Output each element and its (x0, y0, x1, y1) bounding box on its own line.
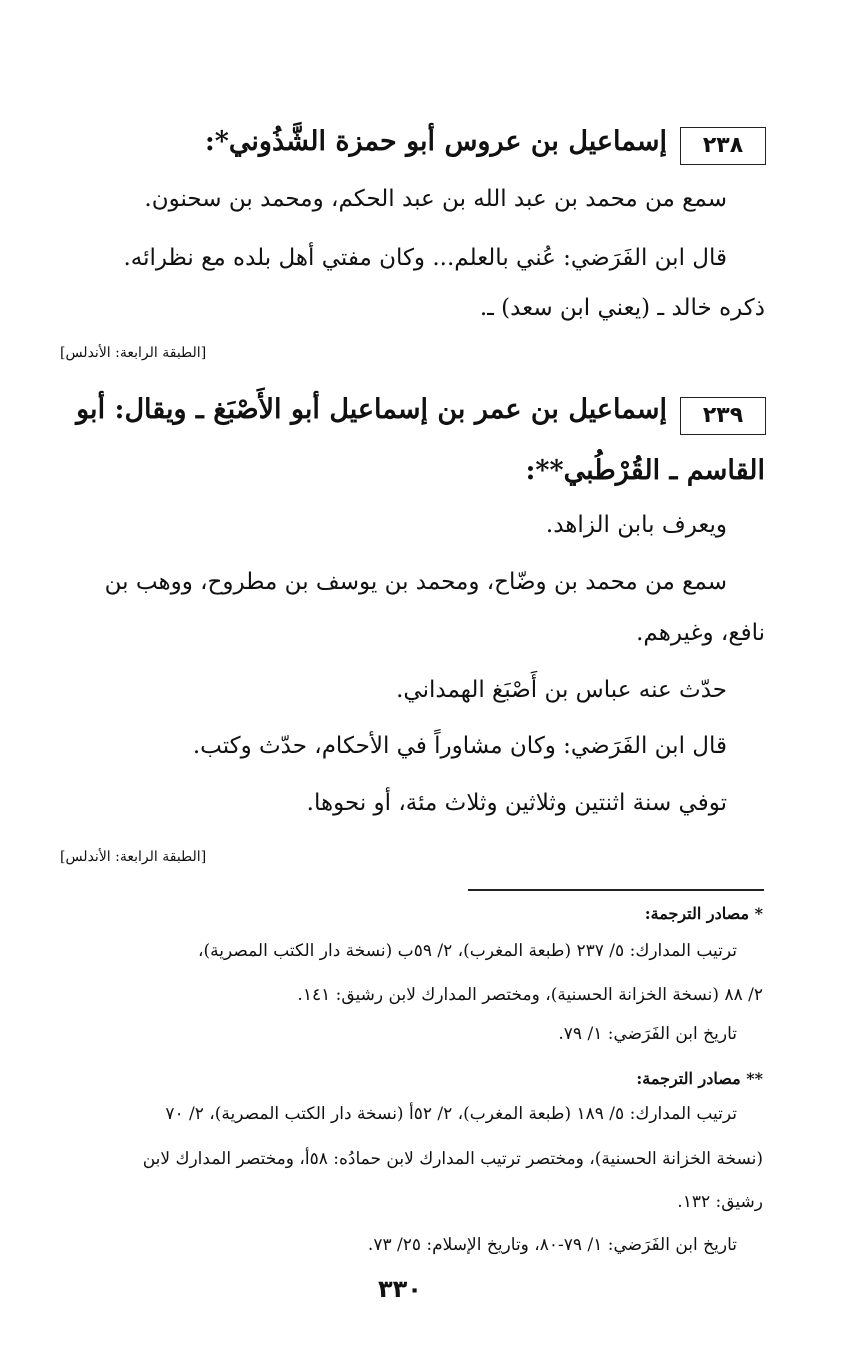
entry-text-line: سمع من محمد بن وضّاح، ومحمد بن يوسف بن مطروح، ووهب بن (104, 569, 727, 595)
category-tag: [الطبقة الرابعة: الأندلس] (60, 849, 207, 865)
footnote-line: ٢/ ٨٨ (نسخة الخزانة الحسنية)، ومختصر المدارك لابن رشيق: ١٤١. (297, 985, 763, 1005)
entry-text-line: سمع من محمد بن عبد الله بن عبد الحكم، ومحمد بن سحنون. (144, 186, 727, 212)
entry-number-box: ٢٣٩ (680, 397, 766, 435)
entry-title-continued: القاسم ـ القُرْطُبي**: (525, 455, 765, 486)
footnote-separator (468, 889, 764, 891)
footnote-heading: ** مصادر الترجمة: (636, 1069, 763, 1088)
entry-text-line: قال ابن الفَرَضي: عُني بالعلم... وكان مفتي أهل بلده مع نظرائه. (123, 245, 727, 271)
entry-title: إسماعيل بن عروس أبو حمزة الشَّذُوني*: (204, 126, 667, 157)
entry-text-line: نافع، وغيرهم. (636, 620, 765, 646)
entry-text-line: ذكره خالد ـ (يعني ابن سعد) ـ. (479, 295, 765, 321)
footnote-line: رشيق: ١٣٢. (677, 1192, 763, 1212)
page-number: ٣٣٠ (378, 1275, 422, 1303)
entry-text-line: حدّث عنه عباس بن أَصْبَغ الهمداني. (396, 677, 727, 703)
footnote-line: (نسخة الخزانة الحسنية)، ومختصر ترتيب المدارك لابن حمادُه: ٥٨أ، ومختصر المدارك لابن (142, 1149, 763, 1169)
entry-text-line: قال ابن الفَرَضي: وكان مشاوراً في الأحكام، حدّث وكتب. (192, 733, 727, 759)
entry-number-box: ٢٣٨ (680, 127, 766, 165)
footnote-line: ترتيب المدارك: ٥/ ٢٣٧ (طبعة المغرب)، ٢/ ٥٩ب (نسخة دار الكتب المصرية)، (198, 941, 737, 961)
footnote-line: تاريخ ابن الفَرَضي: ١/ ٧٩. (558, 1024, 737, 1044)
footnote-line: تاريخ ابن الفَرَضي: ١/ ٧٩-٨٠، وتاريخ الإسلام: ٢٥/ ٧٣. (367, 1235, 737, 1255)
entry-text-line: ويعرف بابن الزاهد. (545, 512, 727, 538)
entry-title: إسماعيل بن عمر بن إسماعيل أبو الأَصْبَغ ـ ويقال: أبو (76, 394, 667, 425)
footnote-line: ترتيب المدارك: ٥/ ١٨٩ (طبعة المغرب)، ٢/ ٥٢أ (نسخة دار الكتب المصرية)، ٢/ ٧٠ (165, 1104, 737, 1124)
entry-text-line: توفي سنة اثنتين وثلاثين وثلاث مئة، أو نحوها. (306, 790, 727, 816)
category-tag: [الطبقة الرابعة: الأندلس] (60, 345, 207, 361)
footnote-heading: * مصادر الترجمة: (644, 904, 763, 923)
